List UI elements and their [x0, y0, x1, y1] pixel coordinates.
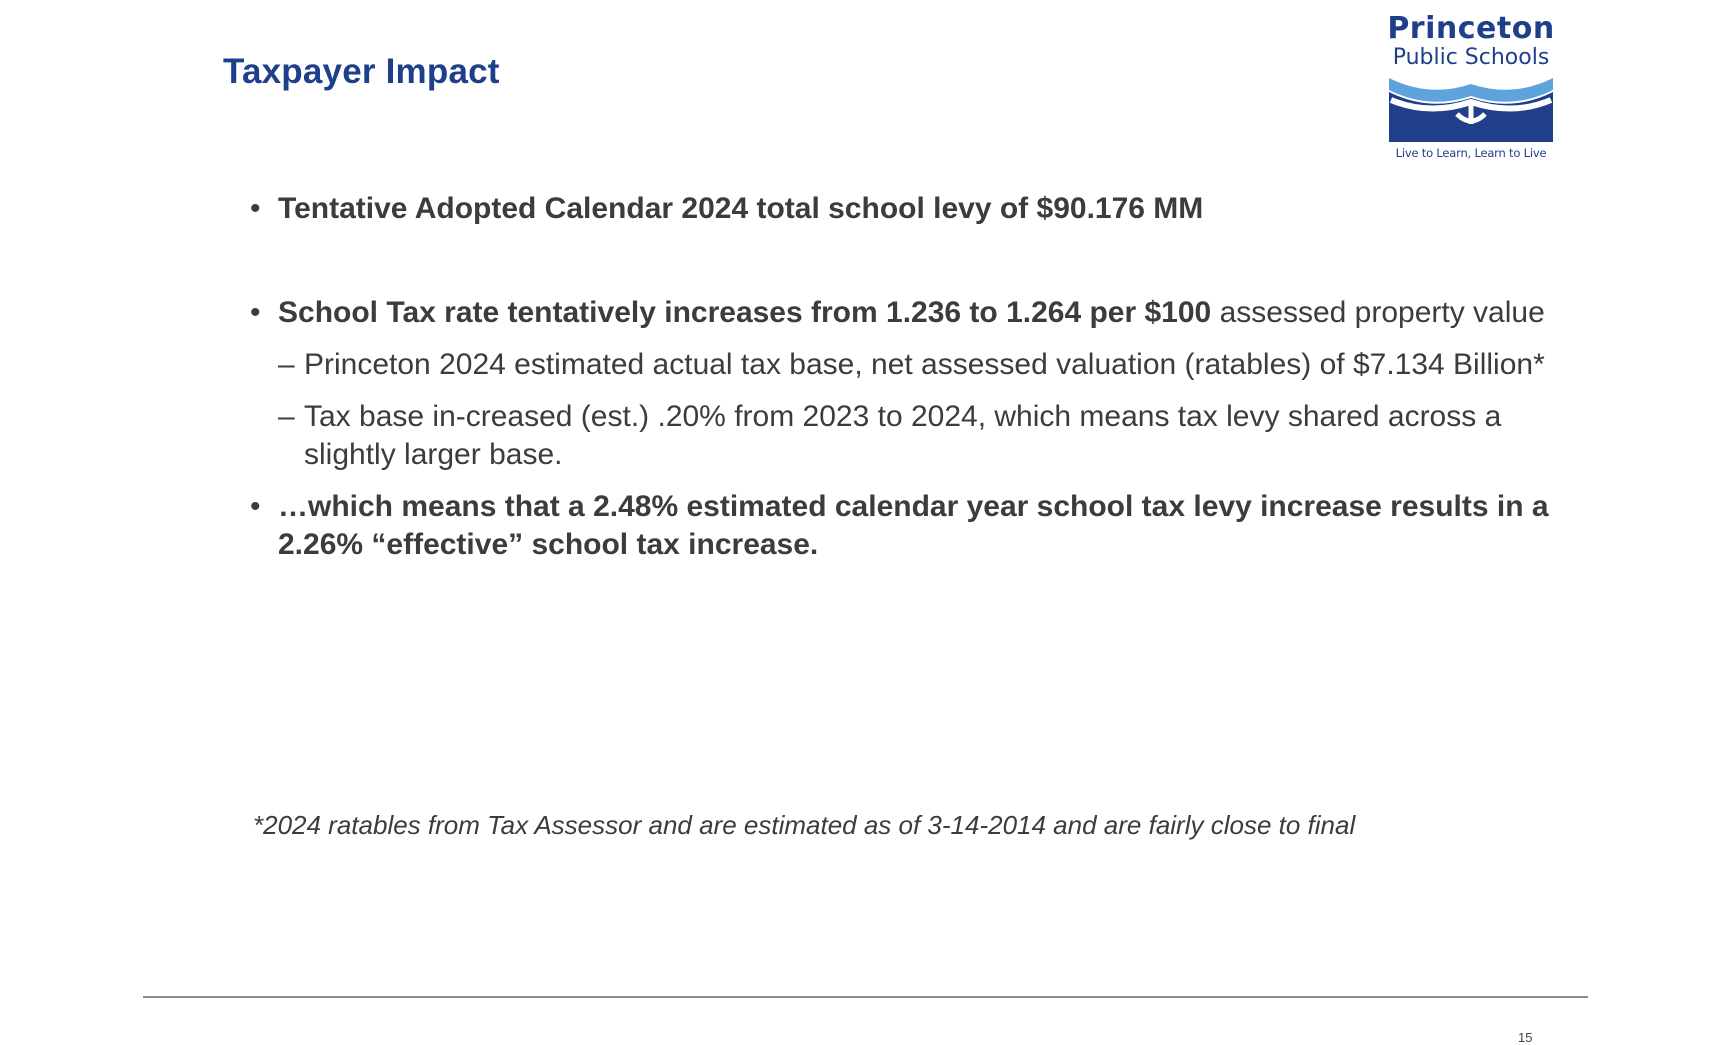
slide-title: Taxpayer Impact [223, 52, 500, 91]
bullet-marker: • [250, 192, 261, 225]
bullet-effective-increase [250, 488, 1580, 564]
logo-line-1: Princeton [1387, 11, 1555, 46]
bullet-tax-rate-bold: School Tax rate tentatively increases from 1.236 to 1.264 per $100 [278, 296, 1212, 329]
bullet-marker: • [250, 296, 261, 329]
footnote: *2024 ratables from Tax Assessor and are estimated as of 3-14-2014 and are fairly close to final [253, 810, 1356, 840]
bullet-tax-rate [250, 294, 1580, 332]
sub-bullet-tax-base-increase-text: Tax base in-creased (est.) .20% from 2023 to 2024, which means tax levy shared across a slightly larger base. [304, 400, 1502, 471]
sub-bullet-marker: – [278, 400, 295, 433]
princeton-public-schools-logo [1386, 12, 1556, 162]
bullet-tax-rate-regular: assessed property value [1211, 296, 1545, 329]
bullet-effective-increase-text: …which means that a 2.48% estimated calendar year school tax levy increase results in a 2.26% “effective” school tax increase. [278, 490, 1549, 561]
sub-bullet-tax-base-text: Princeton 2024 estimated actual tax base, net assessed valuation (ratables) of $7.134 Billion* [304, 348, 1545, 381]
bullet-levy [250, 190, 1580, 228]
sub-bullet-tax-base [250, 346, 1580, 384]
sub-bullet-tax-base-increase [250, 398, 1580, 474]
bullet-list [250, 190, 1580, 564]
bullet-marker: • [250, 490, 261, 523]
logo-tagline: Live to Learn, Learn to Live [1395, 146, 1547, 160]
sub-bullet-marker: – [278, 348, 295, 381]
bullet-levy-text: Tentative Adopted Calendar 2024 total school levy of $90.176 MM [278, 192, 1204, 225]
footer-divider [143, 996, 1588, 998]
logo-line-2: Public Schools [1392, 45, 1550, 70]
open-book-icon [1387, 72, 1555, 144]
page-number: 15 [1518, 1030, 1533, 1045]
